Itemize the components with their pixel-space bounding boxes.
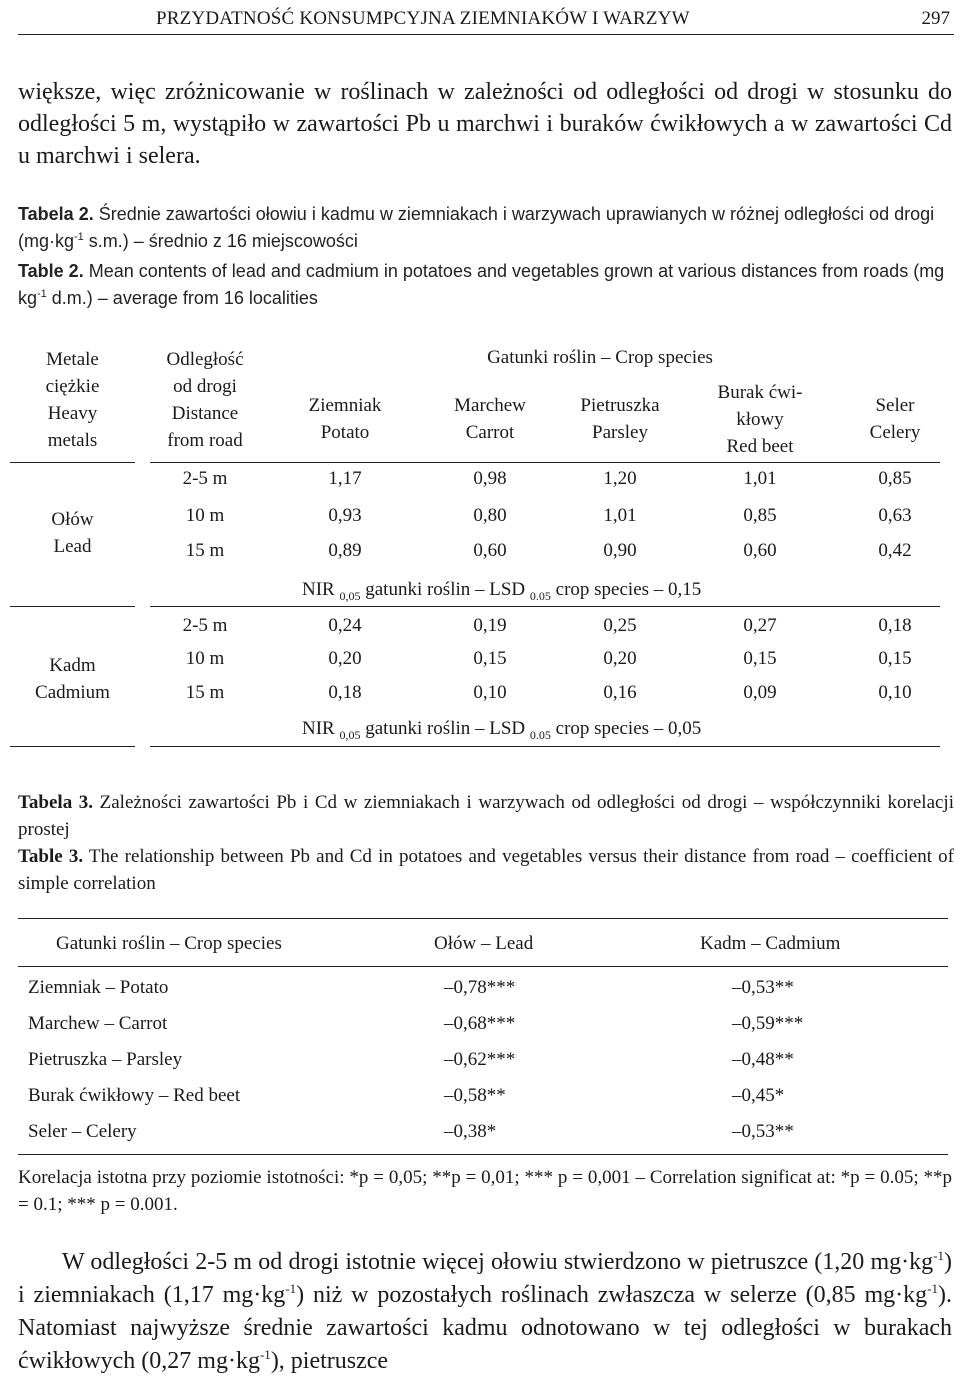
rule bbox=[150, 606, 940, 607]
species-pl-cont: kłowy bbox=[736, 409, 784, 430]
lsd-note-cadmium bbox=[302, 718, 701, 740]
running-title: PRZYDATNOŚĆ KONSUMPCYJNA ZIEMNIAKÓW I WARZYW bbox=[156, 8, 690, 29]
distance-cell: 15 m bbox=[185, 682, 225, 703]
table3-caption-en bbox=[18, 843, 954, 897]
table3-label-pl: Tabela 3. bbox=[18, 792, 94, 813]
metal-label-pl: Kadm bbox=[49, 655, 96, 676]
unit-exponent: -1 bbox=[285, 1281, 297, 1296]
table2-caption-en-end: d.m.) – average from 16 localities bbox=[46, 288, 318, 308]
cadmium-cell: –0,59*** bbox=[732, 1013, 804, 1034]
species-cell: Pietruszka – Parsley bbox=[28, 1049, 183, 1070]
value-cell: 0,09 bbox=[743, 682, 777, 703]
page-number: 297 bbox=[921, 8, 950, 29]
distance-cell: 10 m bbox=[185, 505, 225, 526]
lsd-text: NIR bbox=[302, 718, 340, 739]
rule bbox=[150, 462, 940, 463]
rule bbox=[18, 1154, 948, 1155]
table2 bbox=[10, 338, 940, 748]
unit-exponent: -1 bbox=[74, 231, 84, 243]
species-en: Celery bbox=[869, 422, 921, 443]
value-cell: 0,60 bbox=[743, 540, 777, 561]
value-cell: 0,85 bbox=[878, 468, 912, 489]
species-en: Red beet bbox=[726, 436, 794, 457]
unit-exponent: -1 bbox=[933, 1248, 944, 1263]
table-row bbox=[10, 648, 940, 672]
metal-label-en: Lead bbox=[53, 536, 92, 557]
table3-caption-pl bbox=[18, 789, 954, 843]
running-header bbox=[18, 4, 954, 35]
value-cell: 0,63 bbox=[878, 505, 912, 526]
value-cell: 0,10 bbox=[473, 682, 507, 703]
table3-caption-pl-text: Zależności zawartości Pb i Cd w ziemniakach i warzywach od odległości od drogi – współczynniki korelacji prostej bbox=[18, 792, 954, 840]
table2-caption-pl bbox=[18, 201, 952, 255]
lsd-text: NIR bbox=[302, 579, 340, 600]
intro-paragraph: większe, więc zróżnicowanie w roślinach w zależności od odległości od drogi w stosunku do odległości 5 m, wystąpiło w zawartości Pb u marchwi i buraków ćwikłowych a w zawartości Cd u marchwi i selera. bbox=[18, 79, 952, 169]
value-cell: 0,90 bbox=[603, 540, 637, 561]
value-cell: 0,89 bbox=[328, 540, 362, 561]
rule bbox=[10, 606, 135, 607]
col-header-distance-line: od drogi bbox=[173, 376, 237, 397]
body-text: ). Natomiast najwyższe średnie zawartości kadmu odnotowano w tej odległości w burakach ćwikłowych (0,27 mg·kg bbox=[18, 1282, 952, 1374]
rule bbox=[18, 918, 948, 919]
table3-label-en: Table 3. bbox=[18, 846, 84, 867]
body-text: ) niż w pozostałych roślinach zwłaszcza w selerze (0,85 mg·kg bbox=[296, 1282, 928, 1308]
cadmium-cell: –0,53** bbox=[732, 1121, 794, 1142]
value-cell: 0,15 bbox=[878, 648, 912, 669]
value-cell: 1,01 bbox=[743, 468, 777, 489]
col-header-distance-line: Distance bbox=[171, 403, 239, 424]
lead-cell: –0,38* bbox=[444, 1121, 497, 1142]
lead-cell: –0,68*** bbox=[444, 1013, 516, 1034]
species-pl: Ziemniak bbox=[308, 395, 382, 416]
lsd-subscript: 0.05 bbox=[529, 588, 551, 603]
body-paragraph bbox=[18, 1246, 952, 1378]
col-header-metals bbox=[10, 346, 135, 454]
value-cell: 0,18 bbox=[878, 615, 912, 636]
table-row bbox=[18, 1085, 948, 1111]
value-cell: 1,17 bbox=[328, 468, 362, 489]
rule bbox=[10, 746, 135, 747]
table-row bbox=[18, 1121, 948, 1147]
table-row bbox=[18, 1013, 948, 1039]
metal-label-pl: Ołów bbox=[51, 509, 94, 530]
unit-exponent: -1 bbox=[259, 1347, 271, 1362]
table-row bbox=[10, 682, 940, 706]
species-cell: Burak ćwikłowy – Red beet bbox=[28, 1085, 241, 1106]
value-cell: 0,20 bbox=[328, 648, 362, 669]
col-header-metals-line: Heavy bbox=[47, 403, 98, 424]
col-header-distance-line: Odległość bbox=[166, 349, 244, 370]
value-cell: 1,20 bbox=[603, 468, 637, 489]
rule bbox=[10, 462, 135, 463]
value-cell: 0,10 bbox=[878, 682, 912, 703]
value-cell: 0,60 bbox=[473, 540, 507, 561]
lsd-text: crop species – 0,05 bbox=[550, 718, 702, 739]
cadmium-cell: –0,53** bbox=[732, 977, 794, 998]
col-header-species: Gatunki roślin – Crop species bbox=[56, 933, 282, 954]
value-cell: 0,93 bbox=[328, 505, 362, 526]
distance-cell: 2-5 m bbox=[182, 615, 228, 636]
value-cell: 0,19 bbox=[473, 615, 507, 636]
cadmium-cell: –0,48** bbox=[732, 1049, 794, 1070]
species-en: Carrot bbox=[465, 422, 515, 443]
col-header-potato bbox=[280, 392, 410, 446]
significance-note: Korelacja istotna przy poziomie istotności: *p = 0,05; **p = 0,01; *** p = 0,001 – Correlation significat at: *p = 0.05; **p = 0.1; *** p = 0.001. bbox=[18, 1167, 952, 1215]
species-cell: Marchew – Carrot bbox=[28, 1013, 168, 1034]
body-text: W odległości 2-5 m od drogi istotnie więcej ołowiu stwierdzono w pietruszce (1,20 mg·kg bbox=[62, 1249, 934, 1275]
col-header-metals-line: Metale bbox=[46, 349, 99, 370]
value-cell: 0,18 bbox=[328, 682, 362, 703]
lsd-text: gatunki roślin – LSD bbox=[360, 579, 530, 600]
species-cell: Seler – Celery bbox=[28, 1121, 137, 1142]
species-cell: Ziemniak – Potato bbox=[28, 977, 169, 998]
rule bbox=[150, 746, 940, 747]
table2-caption-en-text: Mean contents of lead and cadmium in potatoes and vegetables grown at various distances from roads (mg kg bbox=[18, 261, 945, 308]
lsd-subscript: 0,05 bbox=[339, 588, 361, 603]
rule bbox=[18, 966, 948, 967]
table3-caption-en-text: The relationship between Pb and Cd in potatoes and vegetables versus their distance from road – coefficient of simple correlation bbox=[18, 846, 954, 894]
col-header-metals-line: ciężkie bbox=[45, 376, 100, 397]
metal-label-en: Cadmium bbox=[35, 682, 110, 703]
unit-exponent: -1 bbox=[37, 288, 47, 300]
table-row bbox=[18, 1049, 948, 1075]
table2-label-pl: Tabela 2. bbox=[18, 204, 94, 224]
table-header-row bbox=[18, 933, 948, 959]
table-row bbox=[18, 977, 948, 1003]
species-pl: Burak ćwi- bbox=[717, 382, 803, 403]
lead-cell: –0,78*** bbox=[444, 977, 516, 998]
col-header-distance bbox=[150, 346, 260, 454]
species-en: Potato bbox=[320, 422, 370, 443]
value-cell: 0,25 bbox=[603, 615, 637, 636]
value-cell: 1,01 bbox=[603, 505, 637, 526]
species-pl: Seler bbox=[875, 395, 915, 416]
lead-cell: –0,58** bbox=[444, 1085, 506, 1106]
col-header-distance-line: from road bbox=[167, 430, 243, 451]
value-cell: 0,24 bbox=[328, 615, 362, 636]
lsd-note-lead bbox=[302, 579, 701, 601]
species-pl: Marchew bbox=[454, 395, 526, 416]
lsd-text: gatunki roślin – LSD bbox=[360, 718, 530, 739]
table-row bbox=[10, 468, 940, 492]
table-row bbox=[10, 505, 940, 529]
species-pl: Pietruszka bbox=[580, 395, 660, 416]
distance-cell: 2-5 m bbox=[182, 468, 228, 489]
body-text: ) i ziemniakach (1,17 mg·kg bbox=[18, 1249, 952, 1308]
distance-cell: 10 m bbox=[185, 648, 225, 669]
table3 bbox=[18, 914, 948, 1154]
lsd-subscript: 0,05 bbox=[339, 727, 361, 742]
lsd-text: crop species – 0,15 bbox=[550, 579, 702, 600]
distance-cell: 15 m bbox=[185, 540, 225, 561]
body-text: ), pietruszce bbox=[270, 1348, 389, 1374]
value-cell: 0,20 bbox=[603, 648, 637, 669]
lead-cell: –0,62*** bbox=[444, 1049, 516, 1070]
cadmium-cell: –0,45* bbox=[732, 1085, 785, 1106]
value-cell: 0,16 bbox=[603, 682, 637, 703]
value-cell: 0,27 bbox=[743, 615, 777, 636]
col-header-parsley bbox=[550, 392, 690, 446]
col-header-celery bbox=[840, 392, 950, 446]
table2-caption-pl-end: s.m.) – średnio z 16 miejscowości bbox=[83, 231, 358, 251]
col-header-lead: Ołów – Lead bbox=[434, 933, 534, 954]
value-cell: 0,98 bbox=[473, 468, 507, 489]
table2-label-en: Table 2. bbox=[18, 261, 84, 281]
species-en: Parsley bbox=[592, 422, 648, 443]
col-header-carrot bbox=[410, 392, 570, 446]
value-cell: 0,42 bbox=[878, 540, 912, 561]
unit-exponent: -1 bbox=[927, 1281, 938, 1296]
species-group-header: Gatunki roślin – Crop species bbox=[487, 347, 713, 368]
table-row bbox=[10, 540, 940, 564]
col-header-red-beet bbox=[690, 379, 830, 460]
value-cell: 0,15 bbox=[473, 648, 507, 669]
value-cell: 0,85 bbox=[743, 505, 777, 526]
col-header-metals-line: metals bbox=[47, 430, 98, 451]
value-cell: 0,15 bbox=[743, 648, 777, 669]
table2-caption-pl-text: Średnie zawartości ołowiu i kadmu w ziemniakach i warzywach uprawianych w różnej odległości od drogi (mg·kg bbox=[18, 204, 935, 251]
value-cell: 0,80 bbox=[473, 505, 507, 526]
col-header-cadmium: Kadm – Cadmium bbox=[700, 933, 841, 954]
table2-caption-en bbox=[18, 258, 952, 312]
table-row bbox=[10, 615, 940, 639]
lsd-subscript: 0.05 bbox=[529, 727, 551, 742]
